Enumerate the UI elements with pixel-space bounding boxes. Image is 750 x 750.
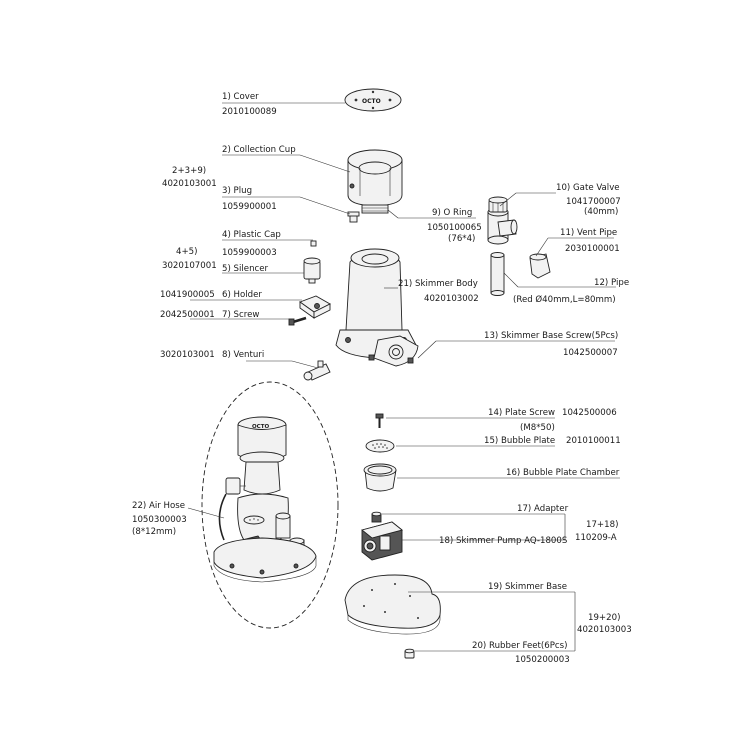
air-hose-label: 22) Air Hose: [132, 501, 186, 511]
silencer-part: [304, 258, 320, 283]
plate-screw-code: 1042500006: [562, 408, 617, 418]
plug-code: 1059900001: [222, 202, 277, 212]
plate-screw-part: [376, 414, 383, 428]
cover-part: [345, 89, 401, 111]
plate-screw-spec: (M8*50): [520, 423, 555, 433]
venturi-part: [304, 361, 330, 380]
pump-assembly-code: 110209-A: [575, 533, 617, 543]
air-hose-spec: (8*12mm): [132, 527, 177, 537]
vent-pipe-code: 2030100001: [565, 244, 620, 254]
skimmer-body-label: 21) Skimmer Body: [398, 279, 478, 289]
venturi-code: 3020103001: [160, 350, 215, 360]
skimmer-body-part: [336, 249, 418, 366]
vent-pipe-part: [530, 254, 550, 278]
skimmer-base-screw-code: 1042500007: [563, 348, 618, 358]
assembled-cover-logo: OCTO: [252, 424, 270, 430]
bubble-plate-chamber-label: 16) Bubble Plate Chamber: [506, 468, 620, 478]
silencer-label: 5) Silencer: [222, 264, 269, 274]
adapter-part: [372, 512, 381, 522]
base-assembly-code: 4020103003: [577, 625, 632, 635]
plug-part: [348, 212, 359, 222]
cover-code: 2010100089: [222, 107, 277, 117]
venturi-label: 8) Venturi: [222, 350, 265, 360]
bubble-plate-chamber-part: [364, 464, 396, 491]
skimmer-pump-label: 18) Skimmer Pump AQ-1800S: [439, 536, 568, 546]
plastic-cap-label: 4) Plastic Cap: [222, 230, 281, 240]
plastic-cap-part: [311, 241, 316, 246]
bubble-plate-label: 15) Bubble Plate: [484, 436, 556, 446]
air-hose-code: 1050300003: [132, 515, 187, 525]
gate-valve-spec: (40mm): [584, 207, 619, 217]
o-ring-spec: (76*4): [448, 234, 476, 244]
holder-part: [300, 296, 330, 318]
plug-label: 3) Plug: [222, 186, 253, 196]
vent-pipe-label: 11) Vent Pipe: [560, 228, 618, 238]
rubber-feet-part: [405, 649, 414, 658]
pipe-spec: (Red Ø40mm,L=80mm): [513, 295, 616, 305]
bubble-plate-part: [366, 440, 394, 452]
holder-label: 6) Holder: [222, 290, 262, 300]
assembled-skimmer-illustration: [214, 417, 316, 582]
bubble-plate-code: 2010100011: [566, 436, 621, 446]
gate-valve-code: 1041700007: [566, 197, 621, 207]
skimmer-base-screw-label: 13) Skimmer Base Screw(5Pcs): [484, 331, 619, 341]
pipe-part: [491, 253, 504, 296]
base-assembly-label: 19+20): [588, 613, 621, 623]
cup-assembly-code: 4020103001: [162, 179, 217, 189]
plastic-cap-code: 1059900003: [222, 248, 277, 258]
collection-cup-part: [348, 150, 402, 213]
cover-label: 1) Cover: [222, 92, 259, 102]
skimmer-base-label: 19) Skimmer Base: [488, 582, 568, 592]
screw-part: [289, 318, 306, 325]
adapter-label: 17) Adapter: [517, 504, 569, 514]
rubber-feet-code: 1050200003: [515, 655, 570, 665]
silencer-assembly-label: 4+5): [176, 247, 198, 257]
holder-code: 1041900005: [160, 290, 215, 300]
plate-screw-label: 14) Plate Screw: [488, 408, 556, 418]
rubber-feet-label: 20) Rubber Feet(6Pcs): [472, 641, 568, 651]
cover-logo: OCTO: [362, 98, 381, 105]
o-ring-label: 9) O Ring: [432, 208, 473, 218]
skimmer-base-part: [345, 575, 440, 634]
pump-assembly-label: 17+18): [586, 520, 619, 530]
skimmer-pump-part: [362, 522, 402, 560]
screw-code: 2042500001: [160, 310, 215, 320]
gate-valve-label: 10) Gate Valve: [556, 183, 620, 193]
o-ring-code: 1050100065: [427, 223, 482, 233]
pipe-label: 12) Pipe: [594, 278, 630, 288]
collection-cup-label: 2) Collection Cup: [222, 145, 296, 155]
screw-label: 7) Screw: [222, 310, 260, 320]
silencer-assembly-code: 3020107001: [162, 261, 217, 271]
skimmer-body-code: 4020103002: [424, 294, 479, 304]
cup-assembly-label: 2+3+9): [172, 166, 207, 176]
